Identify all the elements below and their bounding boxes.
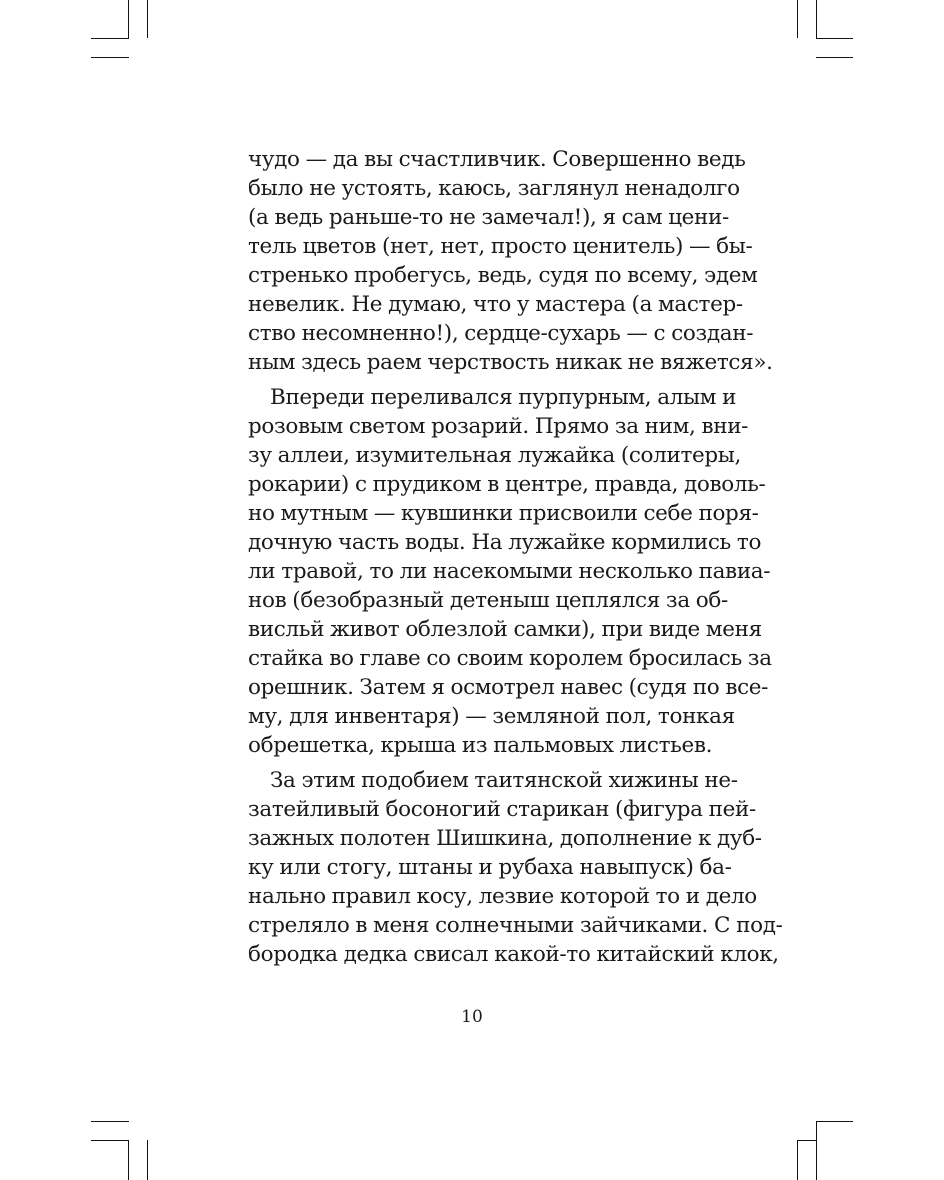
crop-mark (147, 0, 148, 38)
body-text (248, 145, 783, 969)
paragraph (248, 383, 772, 760)
text-line: дочную часть воды. На лужайке кормились то (248, 530, 762, 555)
crop-mark (797, 0, 798, 38)
crop-mark (147, 1140, 148, 1180)
text-line: тель цветов (нет, нет, просто ценитель) — бы- (248, 234, 753, 259)
text-line: стайка во главе со своим королем бросилась за (248, 646, 772, 671)
text-line: орешник. Затем я осмотрел навес (судя по все- (248, 675, 769, 700)
text-line: но мутным — кувшинки присвоили себе поря- (248, 501, 759, 526)
text-line: ли травой, то ли насекомыми несколько павиа- (248, 559, 771, 584)
crop-mark (128, 0, 129, 38)
text-line: му, для инвентаря) — земляной пол, тонкая (248, 704, 735, 729)
crop-mark (128, 1140, 129, 1180)
page-number: 10 (461, 1007, 483, 1027)
text-line: (а ведь раньше-то не замечал!), я сам цени- (248, 205, 729, 230)
text-line: розовым светом розарий. Прямо за ним, вни- (248, 414, 749, 439)
crop-mark (816, 1121, 853, 1122)
text-line: Впереди переливался пурпурным, алым и (270, 385, 737, 410)
paragraph (248, 766, 783, 969)
crop-mark (816, 0, 817, 38)
text-line: висльй живот облезлой самки), при виде меня (248, 617, 762, 642)
text-line: невелик. Не думаю, что у мастера (а мастер- (248, 292, 743, 317)
crop-mark (816, 57, 853, 58)
text-line: было не устоять, каюсь, заглянул ненадолго (248, 176, 740, 201)
crop-mark (797, 1140, 798, 1180)
text-line: стреляло в меня солнечными зайчиками. С под- (248, 913, 783, 938)
crop-mark (91, 57, 129, 58)
text-line: стренько пробегусь, ведь, судя по всему, эдем (248, 263, 758, 288)
crop-mark (91, 1121, 129, 1122)
crop-mark (91, 38, 129, 39)
crop-mark (816, 38, 853, 39)
text-line: нов (безобразный детеныш цеплялся за об- (248, 588, 728, 613)
paragraph (248, 145, 773, 377)
text-line: рокарии) с прудиком в центре, правда, доволь- (248, 472, 766, 497)
crop-mark (91, 1140, 129, 1141)
text-line: бородка дедка свисал какой-то китайский клок, (248, 942, 779, 967)
text-line: чудо — да вы счастливчик. Совершенно ведь (248, 147, 746, 172)
text-line: ство несомненно!), сердце-сухарь — с создан- (248, 321, 754, 346)
text-line: зу аллеи, изумительная лужайка (солитеры, (248, 443, 742, 468)
text-line: затейливый босоногий старикан (фигура пей- (248, 797, 756, 822)
text-line: ным здесь раем черствость никак не вяжется». (248, 350, 773, 375)
text-line: За этим подобием таитянской хижины не- (270, 768, 738, 793)
text-line: ку или стогу, штаны и рубаха навыпуск) ба- (248, 855, 732, 880)
crop-mark (816, 1121, 817, 1180)
text-line: обрешетка, крыша из пальмовых листьев. (248, 733, 713, 758)
crop-mark (797, 1140, 816, 1141)
text-line: зажных полотен Шишкина, дополнение к дуб- (248, 826, 762, 851)
text-line: нально правил косу, лезвие которой то и дело (248, 884, 757, 909)
